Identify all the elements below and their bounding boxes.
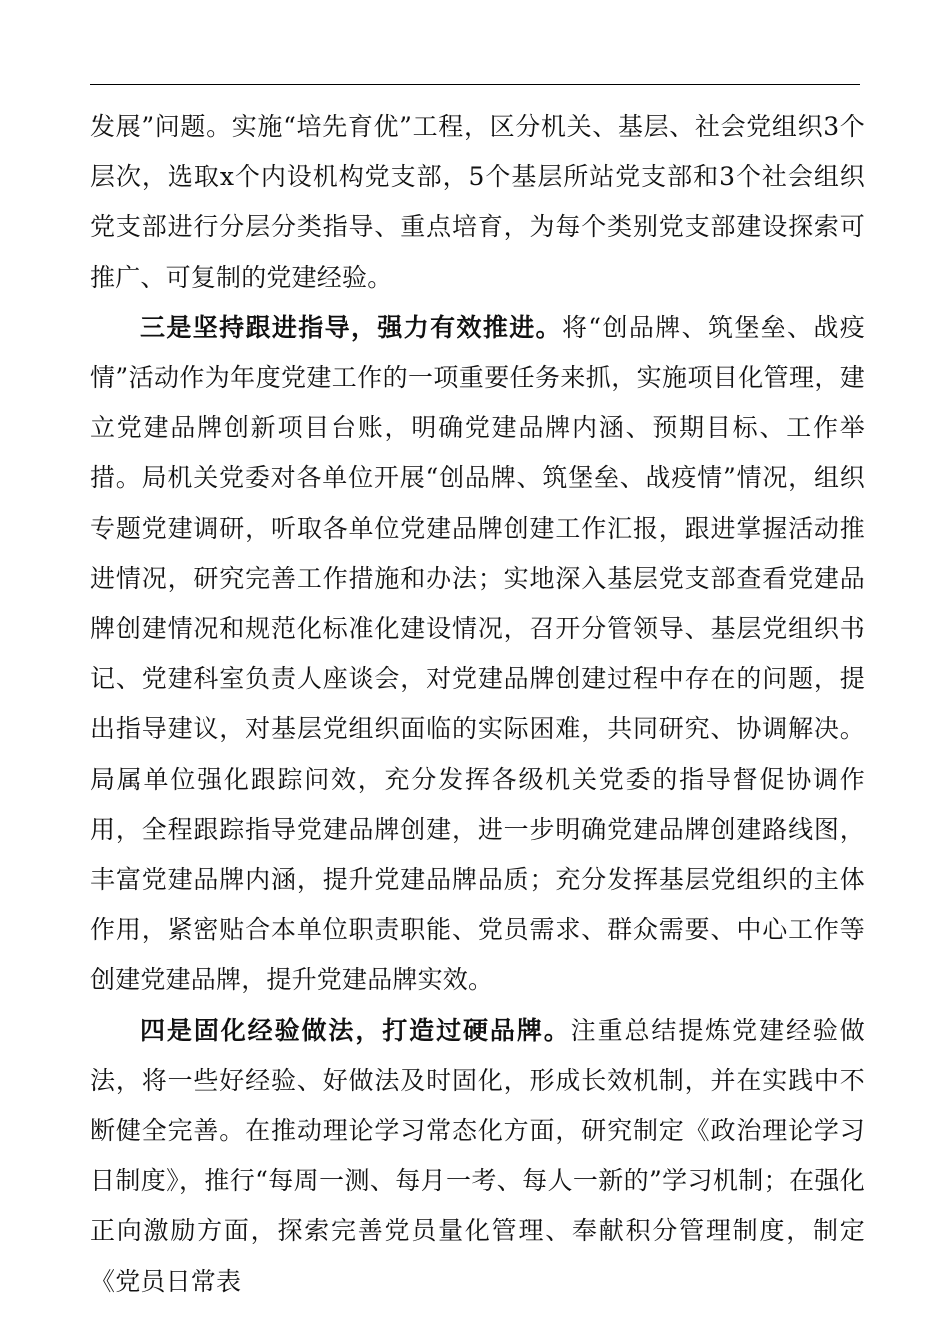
header-rule <box>90 84 860 85</box>
document-body <box>90 102 865 1307</box>
paragraph-continuation <box>90 102 865 303</box>
paragraph-lead: 四是固化经验做法，打造过硬品牌。 <box>140 1015 571 1045</box>
paragraph-point-three <box>90 303 865 1006</box>
paragraph-text: 注重总结提炼党建经验做法，将一些好经验、好做法及时固化，形成长效机制，并在实践中不断健全完善。在推动理论学习常态化方面，研究制定《政治理论学习日制度》，推行“每周一测、每月一考、每人一新的”学习机制；在强化正向激励方面，探索完善党员量化管理、奉献积分管理制度，制定《党员日常表 <box>90 1015 866 1296</box>
paragraph-lead: 三是坚持跟进指导，强力有效推进。 <box>140 312 562 342</box>
paragraph-text: 发展”问题。实施“培先育优”工程，区分机关、基层、社会党组织3个层次，选取x个内设机构党支部，5个基层所站党支部和3个社会组织党支部进行分层分类指导、重点培育，为每个类别党支部建设探索可推广、可复制的党建经验。 <box>90 112 865 292</box>
paragraph-point-four <box>90 1006 865 1307</box>
paragraph-text: 将“创品牌、筑堡垒、战疫情”活动作为年度党建工作的一项重要任务来抓，实施项目化管理，建立党建品牌创新项目台账，明确党建品牌内涵、预期目标、工作举措。局机关党委对各单位开展“创品牌、筑堡垒、战疫情”情况，组织专题党建调研，听取各单位党建品牌创建工作汇报，跟进掌握活动推进情况，研究完善工作措施和办法；实地深入基层党支部查看党建品牌创建情况和规范化标准化建设情况，召开分管领导、基层党组织书记、党建科室负责人座谈会，对党建品牌创建过程中存在的问题，提出指导建议，对基层党组织面临的实际困难，共同研究、协调解决。局属单位强化跟踪问效，充分发挥各级机关党委的指导督促协调作用，全程跟踪指导党建品牌创建，进一步明确党建品牌创建路线图，丰富党建品牌内涵，提升党建品牌品质；充分发挥基层党组织的主体作用，紧密贴合本单位职责职能、党员需求、群众需要、中心工作等创建党建品牌，提升党建品牌实效。 <box>90 312 865 995</box>
